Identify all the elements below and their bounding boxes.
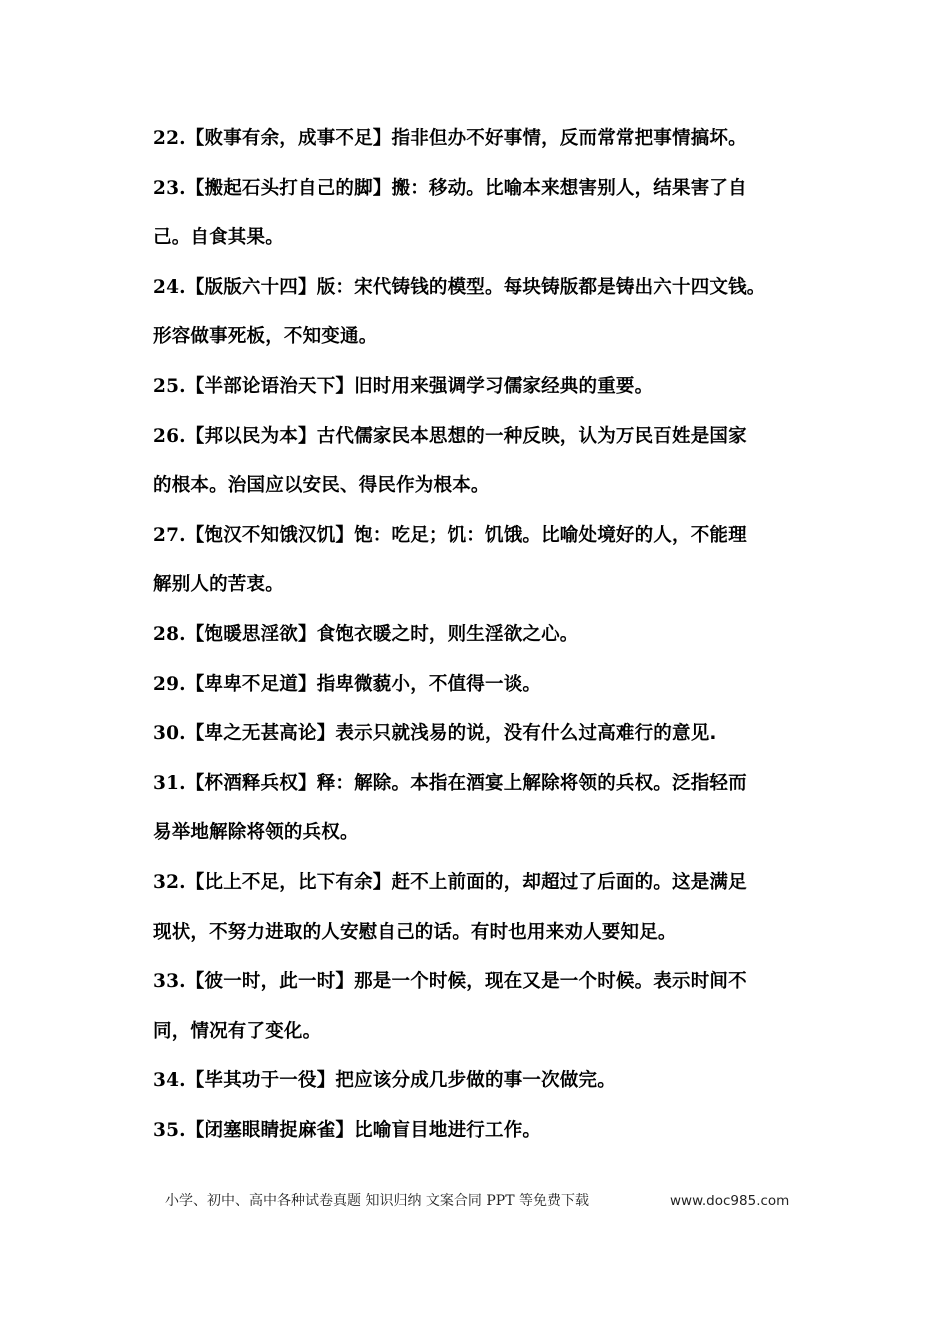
- entry-number: 35.: [153, 1119, 186, 1141]
- entry-text: 易举地解除将领的兵权。: [153, 822, 359, 844]
- list-item: [153, 174, 813, 224]
- entry-text: 【饱暖思淫欲】食饱衣暖之时，则生淫欲之心。: [185, 623, 579, 645]
- list-item: [153, 570, 813, 620]
- footer-text: 小学、初中、高中各种试卷真题 知识归纳 文案合同 PPT 等免费下载: [165, 1193, 589, 1209]
- list-item: [153, 670, 813, 720]
- entry-text: 【败事有余，成事不足】指非但办不好事情，反而常常把事情搞坏。: [185, 128, 747, 149]
- entry-number: 24.: [153, 276, 186, 298]
- entry-text: 【卑卑不足道】指卑微藐小，不值得一谈。: [185, 673, 542, 695]
- entry-text: 【杯酒释兵权】释：解除。本指在酒宴上解除将领的兵权。泛指轻而: [185, 772, 747, 794]
- list-item: [153, 1116, 813, 1166]
- entry-number: 30.: [153, 723, 186, 745]
- entry-text: 【版版六十四】版：宋代铸钱的模型。每块铸版都是铸出六十四文钱。: [185, 276, 766, 298]
- entry-number: 31.: [153, 772, 186, 794]
- list-item: [153, 967, 813, 1017]
- list-item: [153, 223, 813, 273]
- list-item: [153, 422, 813, 472]
- entry-number: 26.: [153, 425, 186, 447]
- list-item: [153, 372, 813, 422]
- page-footer: [165, 1190, 805, 1212]
- entry-number: 28.: [153, 623, 186, 645]
- entry-text: 【饱汉不知饿汉饥】饱：吃足；饥：饥饿。比喻处境好的人，不能理: [185, 524, 747, 546]
- list-item: [153, 273, 813, 323]
- entry-number: 23.: [153, 177, 186, 199]
- entry-text: 【邦以民为本】古代儒家民本思想的一种反映，认为万民百姓是国家: [185, 425, 747, 447]
- entry-text: 解别人的苦衷。: [153, 574, 284, 596]
- list-item: [153, 818, 813, 868]
- list-item: [153, 918, 813, 968]
- entry-text: 现状，不努力进取的人安慰自己的话。有时也用来劝人要知足。: [153, 921, 677, 943]
- entry-number: 29.: [153, 673, 186, 695]
- entry-text: 【搬起石头打自己的脚】搬：移动。比喻本来想害别人，结果害了自: [185, 177, 747, 199]
- list-item: [153, 620, 813, 670]
- entry-number: 32.: [153, 871, 186, 893]
- list-item: [153, 471, 813, 521]
- list-item: [153, 322, 813, 372]
- entry-number: 22.: [153, 128, 186, 149]
- list-item: [153, 1066, 813, 1116]
- list-item: [153, 769, 813, 819]
- entry-number: 34.: [153, 1070, 186, 1092]
- footer-url: www.doc985.com: [670, 1193, 790, 1209]
- entry-text: 【彼一时，此一时】那是一个时候，现在又是一个时候。表示时间不: [185, 971, 747, 993]
- list-item: [153, 124, 813, 174]
- entry-text: 的根本。治国应以安民、得民作为根本。: [153, 475, 490, 497]
- entry-text: 【卑之无甚高论】表示只就浅易的说，没有什么过高难行的意见.: [185, 723, 717, 745]
- entry-number: 25.: [153, 375, 186, 397]
- list-item: [153, 1017, 813, 1067]
- entry-text: 形容做事死板，不知变通。: [153, 326, 378, 348]
- entry-text: 同，情况有了变化。: [153, 1020, 322, 1042]
- entry-text: 【比上不足，比下有余】赶不上前面的，却超过了后面的。这是满足: [185, 871, 747, 893]
- entry-text: 【半部论语治天下】旧时用来强调学习儒家经典的重要。: [185, 375, 654, 397]
- idiom-list: [153, 124, 813, 1165]
- entry-text: 己。自食其果。: [153, 227, 284, 249]
- list-item: [153, 521, 813, 571]
- list-item: [153, 868, 813, 918]
- entry-number: 27.: [153, 524, 186, 546]
- entry-number: 33.: [153, 971, 186, 993]
- entry-text: 【闭塞眼睛捉麻雀】比喻盲目地进行工作。: [185, 1119, 542, 1141]
- entry-text: 【毕其功于一役】把应该分成几步做的事一次做完。: [185, 1070, 616, 1092]
- list-item: [153, 719, 813, 769]
